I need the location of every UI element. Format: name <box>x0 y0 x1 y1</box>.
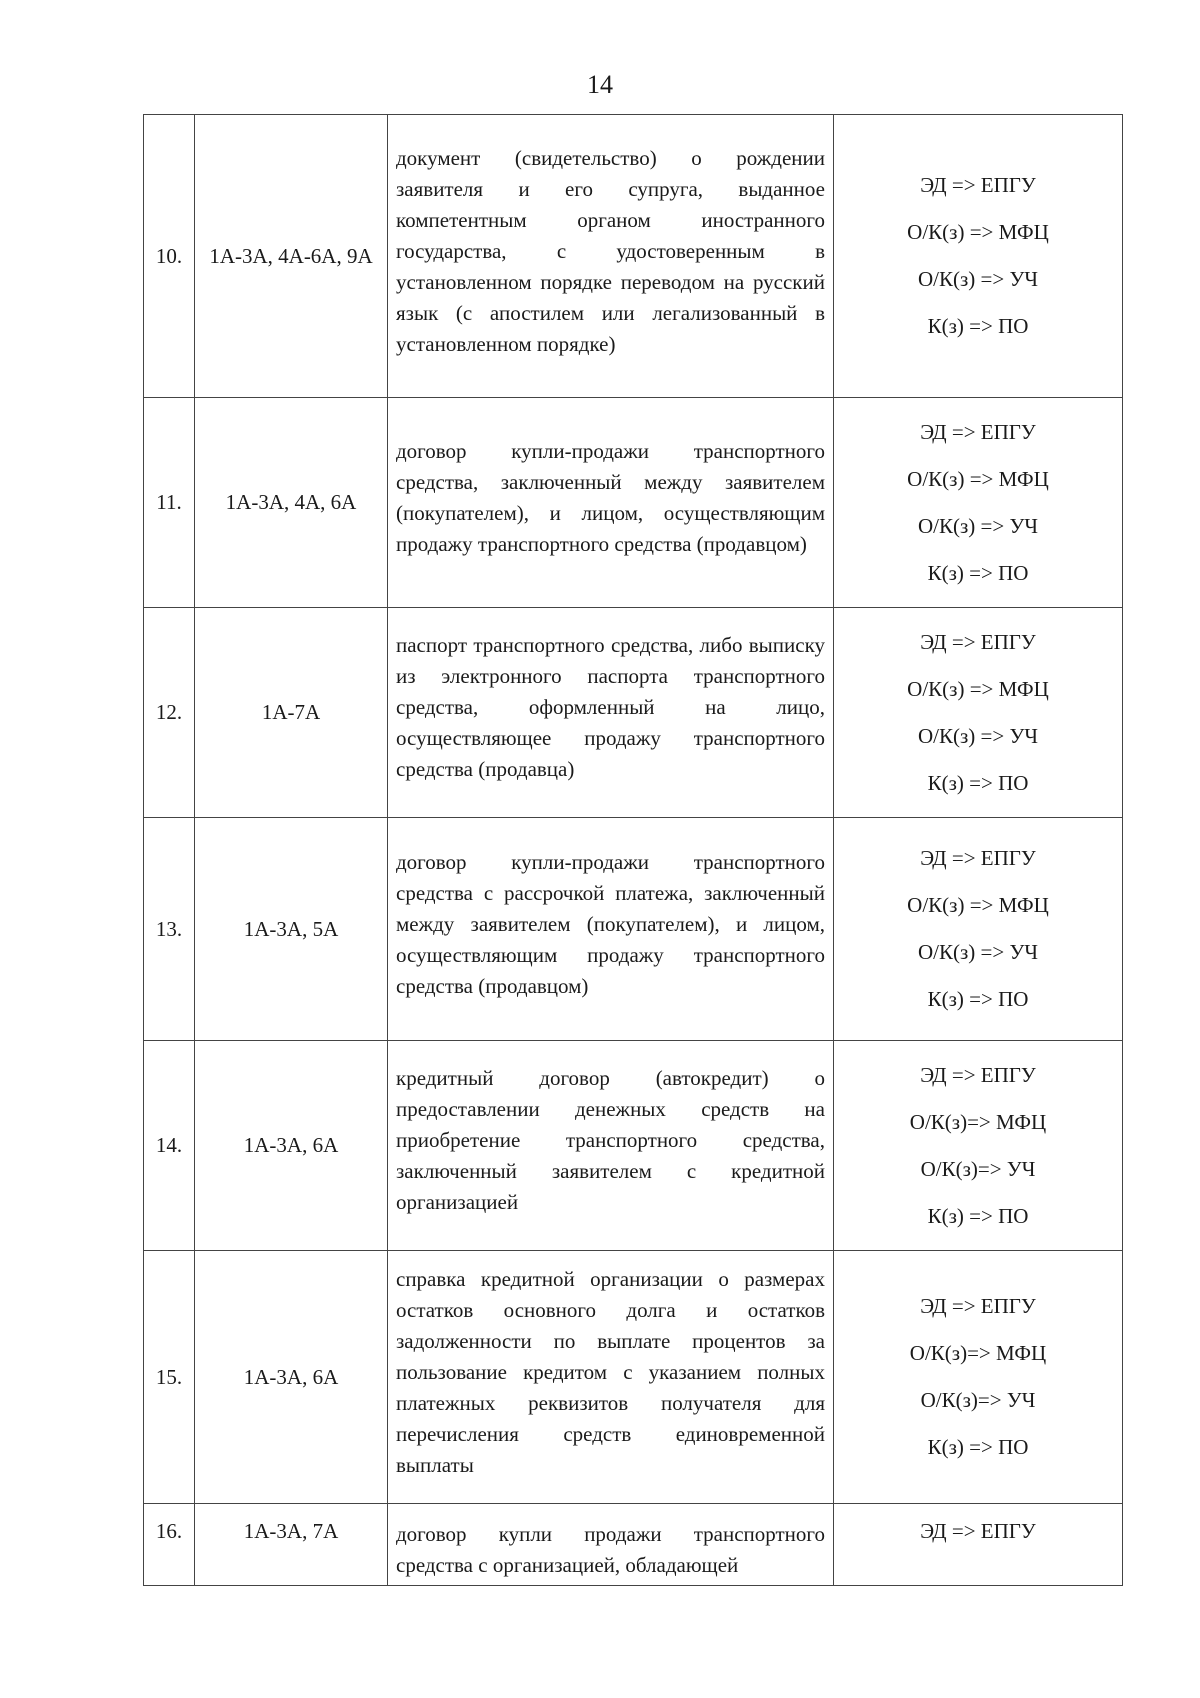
channel-line: К(з) => ПО <box>927 770 1029 795</box>
submission-channels <box>834 1041 1123 1251</box>
channel-line: К(з) => ПО <box>927 1435 1029 1459</box>
channel-line: О/К(з)=> УЧ <box>920 1388 1036 1412</box>
table-row <box>144 818 1123 1041</box>
row-number: 13. <box>144 818 195 1041</box>
page-number: 14 <box>587 70 613 99</box>
category-codes: 1А-3А, 6А <box>195 1251 388 1504</box>
table-row <box>144 1041 1123 1251</box>
row-number: 16. <box>144 1504 195 1586</box>
submission-channels <box>834 398 1123 608</box>
category-codes: 1А-3А, 4А-6А, 9А <box>195 115 388 398</box>
row-number: 14. <box>144 1041 195 1251</box>
submission-channels <box>834 818 1123 1041</box>
category-codes: 1А-3А, 6А <box>195 1041 388 1251</box>
submission-channels <box>834 1504 1123 1586</box>
table-row <box>144 115 1123 398</box>
submission-channels <box>834 1251 1123 1504</box>
category-codes: 1А-7А <box>195 608 388 818</box>
channel-line: ЭД => ЕПГУ <box>920 1062 1036 1087</box>
channel-line: ЭД => ЕПГУ <box>920 846 1036 870</box>
channel-line: ЭД => ЕПГУ <box>920 1519 1036 1543</box>
channel-line: К(з) => ПО <box>927 987 1029 1011</box>
channel-line: О/К(з) => УЧ <box>918 723 1038 748</box>
channel-line: О/К(з) => МФЦ <box>907 893 1049 917</box>
channel-line: К(з) => ПО <box>927 314 1029 338</box>
table-row <box>144 608 1123 818</box>
document-description: документ (свидетельство) о рождении заявителя и его супруга, выданное компетентным органом иностранного государства, с удостоверенным в установленном порядке переводом на русский язык (с апостилем или легализованный в установленном порядке) <box>388 115 834 398</box>
channel-line: О/К(з) => МФЦ <box>907 676 1049 701</box>
channel-line: О/К(з) => УЧ <box>918 513 1038 538</box>
channel-line: О/К(з) => УЧ <box>918 267 1038 291</box>
row-number: 11. <box>144 398 195 608</box>
document-description: договор купли продажи транспортного средства с организацией, обладающей <box>388 1504 834 1586</box>
channel-line: О/К(з)=> УЧ <box>920 1156 1036 1181</box>
document-description: договор купли-продажи транспортного средства, заключенный между заявителем (покупателем), и лицом, осуществляющим продажу транспортного средства (продавцом) <box>388 398 834 608</box>
category-codes: 1А-3А, 5А <box>195 818 388 1041</box>
table-row <box>144 398 1123 608</box>
channel-line: ЭД => ЕПГУ <box>920 173 1036 197</box>
channel-line: ЭД => ЕПГУ <box>920 419 1036 444</box>
submission-channels <box>834 115 1123 398</box>
table-row <box>144 1504 1123 1586</box>
table-row <box>144 1251 1123 1504</box>
channel-line: ЭД => ЕПГУ <box>920 1294 1036 1318</box>
documents-table <box>143 114 1123 1586</box>
channel-line: О/К(з) => МФЦ <box>907 466 1049 491</box>
channel-line: К(з) => ПО <box>927 560 1029 585</box>
channel-line: О/К(з) => УЧ <box>918 940 1038 964</box>
row-number: 10. <box>144 115 195 398</box>
row-number: 15. <box>144 1251 195 1504</box>
document-description: справка кредитной организации о размерах остатков основного долга и остатков задолженности по выплате процентов за пользование кредитом с указанием полных платежных реквизитов получателя для перечисления средств единовременной выплаты <box>388 1251 834 1504</box>
channel-line: О/К(з)=> МФЦ <box>909 1109 1047 1134</box>
document-description: договор купли-продажи транспортного средства с рассрочкой платежа, заключенный между заявителем (покупателем), и лицом, осуществляющим продажу транспортного средства (продавцом) <box>388 818 834 1041</box>
category-codes: 1А-3А, 7А <box>195 1504 388 1586</box>
channel-line: О/К(з) => МФЦ <box>907 220 1049 244</box>
row-number: 12. <box>144 608 195 818</box>
channel-line: ЭД => ЕПГУ <box>920 629 1036 654</box>
document-description: кредитный договор (автокредит) о предоставлении денежных средств на приобретение транспортного средства, заключенный заявителем с кредитной организацией <box>388 1041 834 1251</box>
channel-line: К(з) => ПО <box>927 1203 1029 1228</box>
channel-line: О/К(з)=> МФЦ <box>909 1341 1047 1365</box>
submission-channels <box>834 608 1123 818</box>
document-description: паспорт транспортного средства, либо выписку из электронного паспорта транспортного средства, оформленный на лицо, осуществляющее продажу транспортного средства (продавца) <box>388 608 834 818</box>
category-codes: 1А-3А, 4А, 6А <box>195 398 388 608</box>
